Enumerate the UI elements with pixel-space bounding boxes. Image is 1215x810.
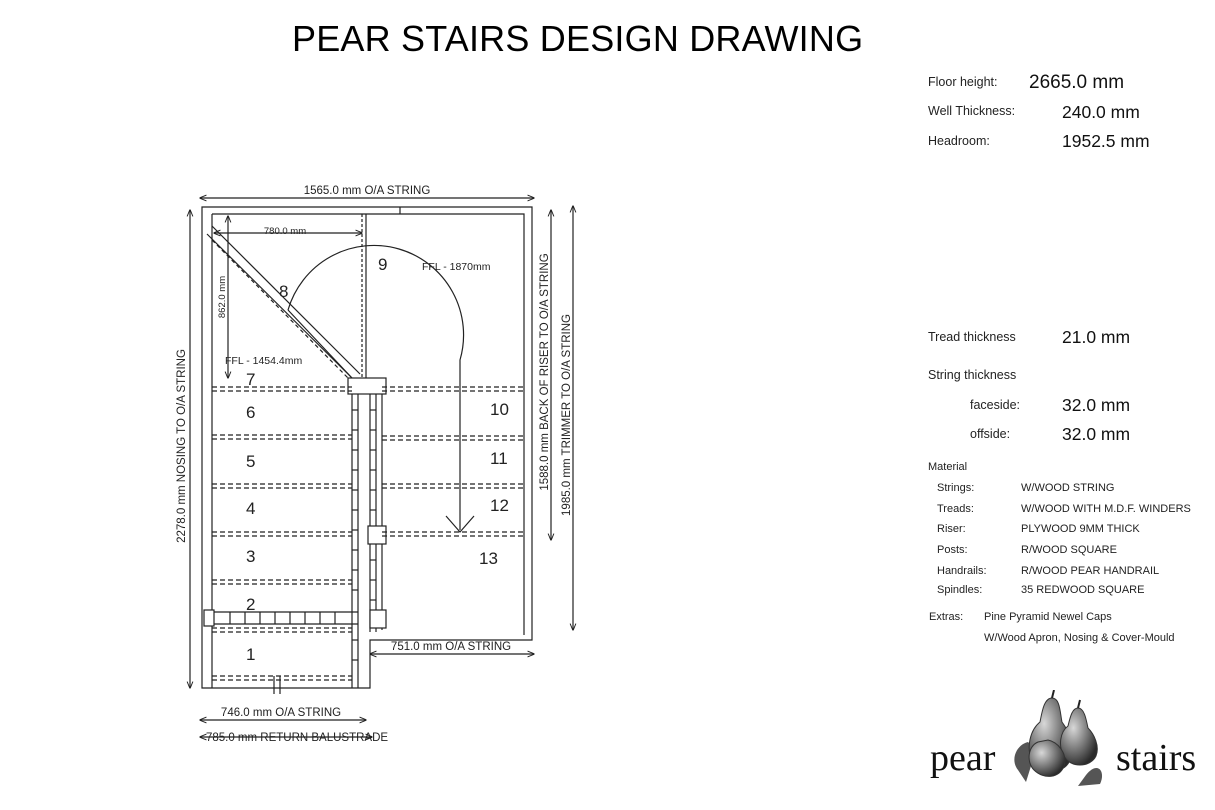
material-handrails-label: Handrails: [937, 565, 987, 577]
material-strings-value: W/WOOD STRING [1021, 482, 1115, 494]
step-number-4: 4 [246, 499, 256, 518]
step-number-3: 3 [246, 547, 256, 566]
floor-height-value: 2665.0 mm [1029, 72, 1125, 93]
ffl-lower-label: FFL - 1454.4mm [225, 355, 303, 367]
step-number-8: 8 [279, 282, 289, 301]
material-treads-label: Treads: [937, 503, 974, 515]
step-number-2: 2 [246, 595, 256, 614]
step-number-10: 10 [490, 400, 509, 419]
dim-862-label: 862.0 mm [217, 275, 228, 319]
material-posts-label: Posts: [937, 544, 968, 556]
offside-value: 32.0 mm [1062, 424, 1131, 444]
ffl-upper-label: FFL - 1870mm [422, 261, 491, 273]
floor-height-label: Floor height: [928, 75, 998, 89]
material-riser-value: PLYWOOD 9MM THICK [1021, 523, 1140, 535]
dim-right-outer-label: 1985.0 mm TRIMMER TO O/A STRING [561, 314, 573, 516]
dim-785-label: 785.0 mm RETURN BALUSTRADE [205, 732, 389, 744]
extras-label: Extras: [929, 611, 964, 623]
tread-thickness-value: 21.0 mm [1062, 327, 1131, 347]
material-treads-value: W/WOOD WITH M.D.F. WINDERS [1021, 503, 1191, 515]
material-heading: Material [928, 461, 968, 473]
material-spindles-label: Spindles: [937, 584, 983, 596]
well-thickness-label: Well Thickness: [928, 104, 1016, 118]
step-number-1: 1 [246, 645, 256, 664]
faceside-value: 32.0 mm [1062, 395, 1131, 415]
well-thickness-value: 240.0 mm [1062, 102, 1140, 122]
dim-left-label: 2278.0 mm NOSING TO O/A STRING [176, 349, 188, 543]
step-number-11: 11 [490, 449, 508, 468]
dim-right-inner-label: 1588.0 mm BACK OF RISER TO O/A STRING [539, 253, 551, 491]
dim-top-label: 1565.0 mm O/A STRING [303, 185, 431, 197]
step-number-7: 7 [246, 370, 256, 389]
dim-751-label: 751.0 mm O/A STRING [390, 641, 512, 653]
step-number-9: 9 [378, 255, 388, 274]
headroom-value: 1952.5 mm [1062, 131, 1150, 151]
offside-label: offside: [970, 427, 1011, 441]
material-riser-label: Riser: [937, 523, 966, 535]
extras-item-1: Pine Pyramid Newel Caps [984, 611, 1112, 623]
step-number-5: 5 [246, 452, 256, 471]
outer-string-outline [202, 207, 532, 688]
extras-item-2: W/Wood Apron, Nosing & Cover-Mould [984, 632, 1175, 644]
material-spindles-value: 35 REDWOOD SQUARE [1021, 584, 1145, 596]
step-number-6: 6 [246, 403, 256, 422]
headroom-label: Headroom: [928, 134, 990, 148]
step-number-12: 12 [490, 496, 509, 515]
material-strings-label: Strings: [937, 482, 975, 494]
logo-word-pear: pear [930, 737, 996, 779]
pear-fruit-logo-icon [1008, 690, 1108, 790]
faceside-label: faceside: [970, 398, 1021, 412]
material-handrails-value: R/WOOD PEAR HANDRAIL [1021, 565, 1160, 577]
dim-746-label: 746.0 mm O/A STRING [220, 707, 342, 719]
tread-thickness-label: Tread thickness [928, 330, 1016, 344]
dim-780-label: 780.0 mm [263, 226, 307, 237]
string-thickness-label: String thickness [928, 368, 1017, 382]
step-number-13: 13 [479, 549, 498, 568]
logo-word-stairs: stairs [1116, 737, 1197, 779]
material-posts-value: R/WOOD SQUARE [1021, 544, 1117, 556]
page-title: PEAR STAIRS DESIGN DRAWING [292, 18, 864, 59]
